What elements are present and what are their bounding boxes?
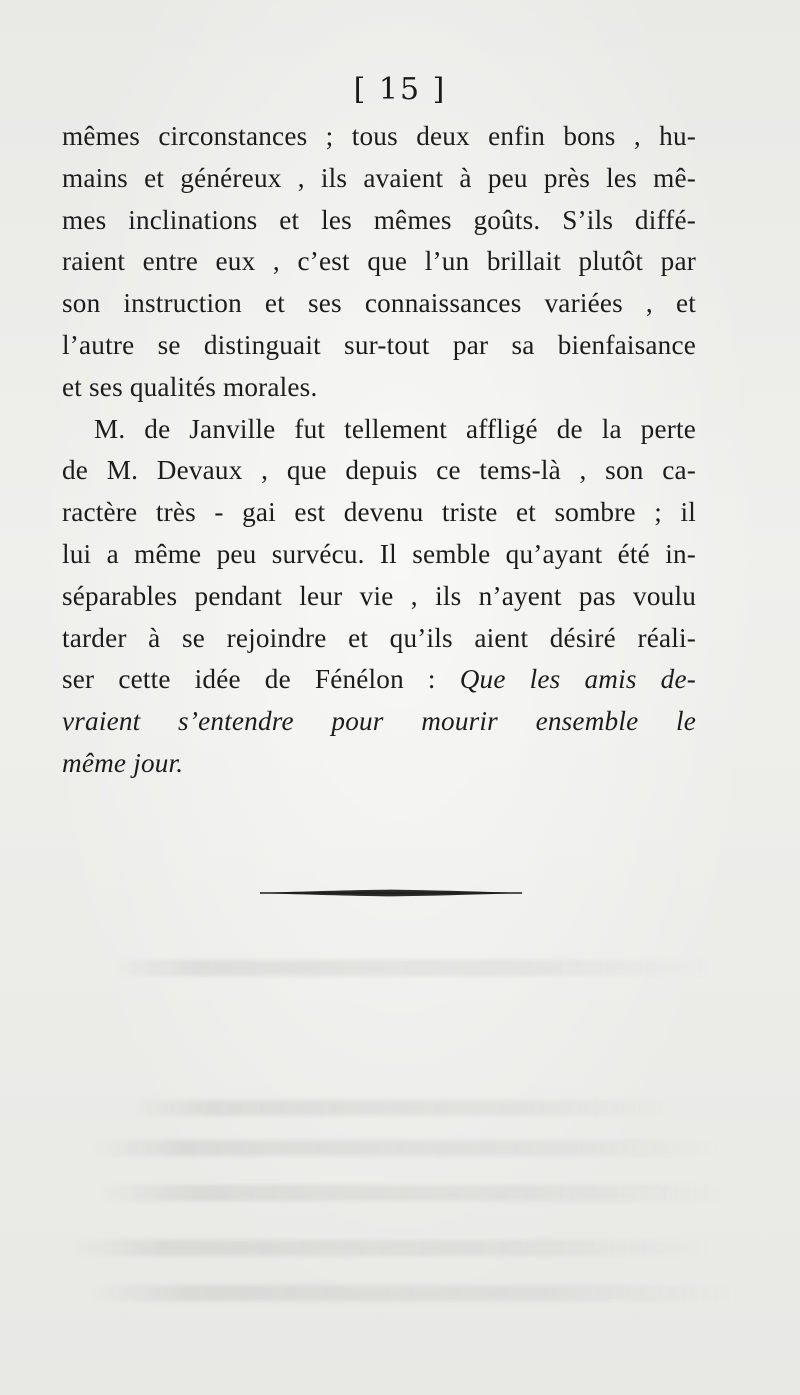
text-line: et ses qualités morales.: [62, 371, 318, 402]
text-line: mes inclinations et les mêmes goûts. S’ils diffé-: [62, 204, 696, 235]
text-line: l’autre se distinguait sur-tout par sa bienfaisance: [62, 329, 696, 360]
show-through-line: [90, 1140, 720, 1156]
text-roman: ser cette idée de Fénélon :: [62, 664, 460, 695]
quotation-italic: Que les amis de-: [459, 664, 696, 695]
text-line: de M. Devaux , que depuis ce tems-là , son ca-: [62, 455, 696, 486]
paragraph-2: [62, 409, 696, 785]
tapered-rule-icon: [258, 888, 524, 898]
text-line: mains et généreux , ils avaient à peu près les mê-: [62, 162, 696, 193]
quotation-italic: vraient s’entendre pour mourir ensemble le: [62, 706, 696, 737]
text-line: M. de Janville fut tellement affligé de la perte: [94, 413, 696, 444]
text-line: raient entre eux , c’est que l’un brillait plutôt par: [62, 246, 696, 277]
page-number: [ 15 ]: [353, 72, 447, 107]
text-line: [62, 659, 696, 701]
show-through-line: [110, 960, 710, 976]
text-line: son instruction et ses connaissances variées , et: [62, 288, 696, 319]
text-line: lui a même peu survécu. Il semble qu’ayant été in-: [62, 538, 696, 569]
text-line: tarder à se rejoindre et qu’ils aient désiré réali-: [62, 622, 696, 653]
show-through-line: [90, 1285, 740, 1301]
show-through-line: [100, 1185, 730, 1201]
text-line: ractère très - gai est devenu triste et sombre ; il: [62, 497, 696, 528]
text-line: mêmes circonstances ; tous deux enfin bons , hu-: [62, 121, 696, 151]
paragraph-1: [62, 116, 696, 409]
show-through-line: [130, 1100, 680, 1116]
text-line: séparables pendant leur vie , ils n’ayent pas voulu: [62, 580, 696, 611]
page-body: [62, 116, 696, 785]
quotation-italic: même jour.: [62, 747, 184, 778]
show-through-line: [70, 1240, 710, 1256]
